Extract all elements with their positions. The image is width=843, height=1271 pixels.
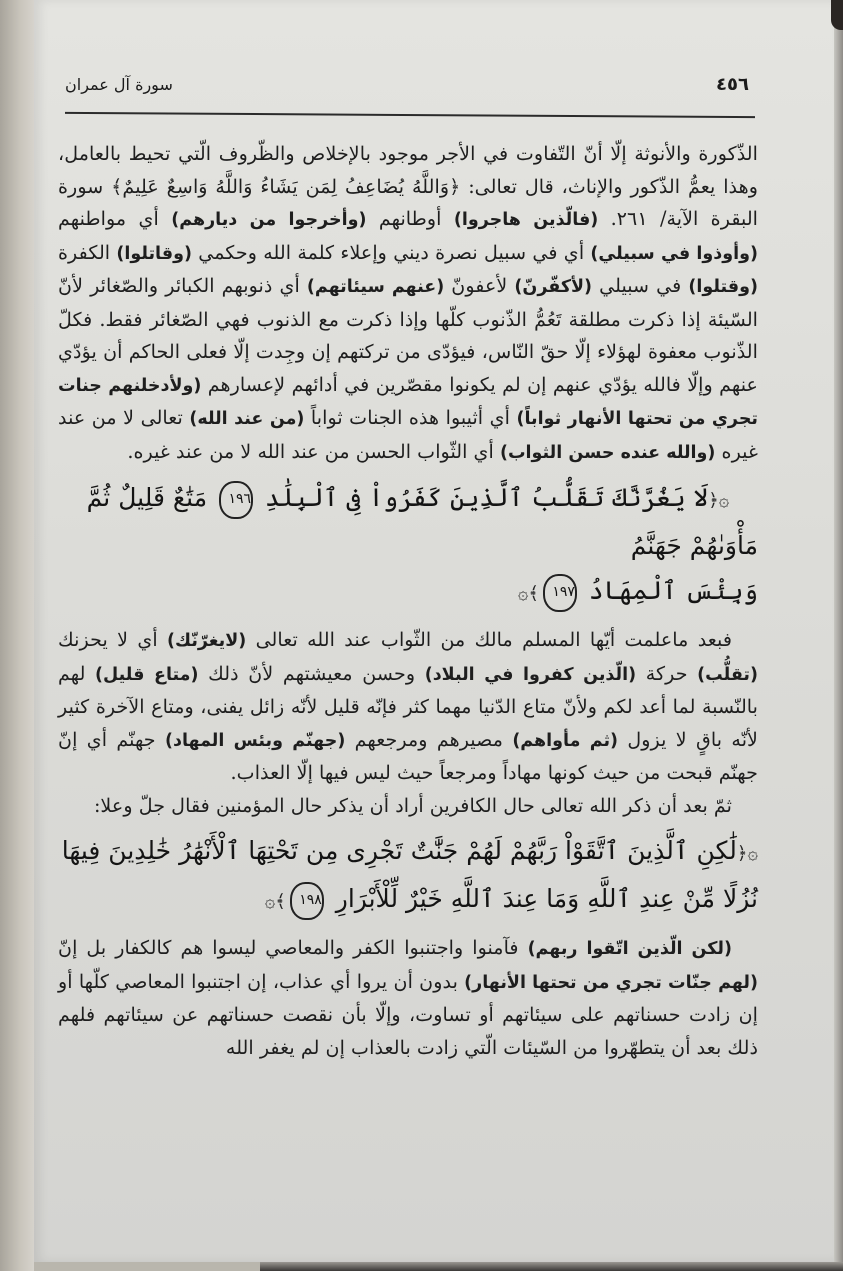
quran-verse-198 bbox=[58, 828, 758, 924]
verse-text: لَا يَغُرَّنَّكَ تَقَلُّبُ ٱلَّذِينَ كَفَرُواْ فِى ٱلْبِلَٰدِ bbox=[265, 483, 709, 512]
bottom-edge-shadow bbox=[260, 1262, 843, 1271]
ayah-number-marker: ١٩٧ bbox=[543, 574, 577, 612]
bold-quoted-phrase: (متاع قليل) bbox=[95, 664, 199, 685]
page-corner-shadow bbox=[831, 0, 843, 30]
verse-open-ornament-icon: ۞﴿ bbox=[736, 843, 758, 864]
verse-text: مَتَٰعٌ قَلِيلٌ ثُمَّ مَأْوَىٰهُمْ جَهَنَّمُ bbox=[86, 483, 758, 560]
ayah-number-marker: ١٩٦ bbox=[219, 481, 253, 519]
paragraph-4: (لكن الّذين اتّقوا ربهم) فآمنوا واجتنبوا الكفر والمعاصي ليسوا هم كالكفار بل إنّ (لهم جنّات تجري من تحتها الأنهار) بدون أن يروا أي عذاب، إن اجتنبوا المعاصي كلّها أو إن زادت حسناتهم على سيئاتهم أو تساوت، وإلّا بأن نقصت حسناتهم عن سيئاتهم فلهم ذلك بعد أن يتطهّروا من السّيئات الّتي زادت بالعذاب إن لم يغفر الله bbox=[58, 936, 758, 1059]
page-body bbox=[58, 138, 758, 1064]
verse-text: وَبِئْسَ ٱلْمِهَادُ bbox=[588, 576, 758, 605]
page-header bbox=[65, 72, 755, 102]
bold-quoted-phrase: (ولأدخلنهم جنات تجري من تحتها الأنهار ثواباً) bbox=[58, 375, 759, 429]
bold-quoted-phrase: (لهم جنّات تجري من تحتها الأنهار) bbox=[464, 972, 758, 993]
paragraph-1: الذّكورة والأنوثة إلّا أنّ التّفاوت في الأجر موجود بالإخلاص والظّروف الّتي تحيط بالعامل، وهذا يعمُّ الذّكور والإناث، قال تعالى: ﴿وَاللَّهُ يُضَاعِفُ لِمَن يَشَاءُ وَاللَّهُ وَاسِعٌ عَلِيمٌ﴾ سورة البقرة الآية/ ٢٦١. (فالّذين هاجروا) أوطانهم (وأخرجوا من ديارهم) أي مواطنهم (وأوذوا في سبيلي) أي في سبيل نصرة ديني وإعلاء كلمة الله وحكمي (وقاتلوا) الكفرة (وقتلوا) في سبيلي (لأكفّرنّ) لأعفونّ (عنهم سيئاتهم) أي ذنوبهم الكبائر والصّغائر لأنّ السّيئة إذا ذكرت مطلقة تَعُمُّ الذّنوب كلّها وإذا ذكرت مع الذنوب فهي الصّغائر فقط. فكلّ الذّنوب معفوة لهؤلاء إلّا حقّ النّاس، فيؤدّى من تركتهم إن وجِدت إلّا فعلى الحاكم أن يؤدّي عنهم وإلّا فالله يؤدّي عنهم إن لم يكونوا مقصّرين في أدائهم لإعسارهم (ولأدخلنهم جنات تجري من تحتها الأنهار ثواباً) أي أثيبوا هذه الجنات ثواباً (من عند الله) تعالى لا من عند غيره (والله عنده حسن الثواب) أي الثّواب الحسن من عند الله لا من عند غيره. bbox=[58, 142, 759, 463]
verse-close-ornament-icon: ﴾۞ bbox=[264, 891, 286, 912]
bold-quoted-phrase: (عنهم سيئاتهم) bbox=[306, 277, 445, 297]
bold-quoted-phrase: (وأوذوا في سبيلي) bbox=[590, 243, 758, 264]
verse-close-ornament-icon: ﴾۞ bbox=[517, 583, 539, 604]
ayah-number-marker: ١٩٨ bbox=[290, 882, 324, 920]
bold-quoted-phrase: (وأخرجوا من ديارهم) bbox=[171, 210, 367, 230]
bold-quoted-phrase: (تقلُّب) bbox=[697, 664, 758, 685]
bold-quoted-phrase: (فالّذين هاجروا) bbox=[453, 210, 599, 230]
bold-quoted-phrase: (لايغرّنّك) bbox=[167, 631, 247, 651]
verse-text: نُزُلًا مِّنْ عِندِ ٱللَّهِ وَمَا عِندَ ٱللَّهِ خَيْرٌ لِّلْأَبْرَارِ bbox=[335, 884, 758, 913]
bold-quoted-phrase: (وقتلوا) bbox=[688, 277, 758, 297]
bold-quoted-phrase: (وقاتلوا) bbox=[116, 243, 192, 264]
book-spine-shadow bbox=[0, 0, 34, 1271]
bold-quoted-phrase: (الّذين كفروا في البلاد) bbox=[424, 664, 637, 685]
paragraph-2: فبعد ماعلمت أيّها المسلم مالك من الثّواب عند الله تعالى (لايغرّنّك) أي لا يحزنك (تقلُّب) حركة (الّذين كفروا في البلاد) وحسن معيشتهم لأنّ ذلك (متاع قليل) لهم بالنّسبة لما أعد لكم ولأنّ متاع الدّنيا مهما كثر فإنّه قليل لأنّه زائل يفنى، ومتاع الآخرة كثير لأنّه باقٍ لا يزول (ثم مأواهم) مصيرهم ومرجعهم (جهنّم وبئس المهاد) جهنّم أي إنّ جهنّم قبحت من حيث كونها مهاداً ومرجعاً حيث ليس فيها إلّا العذاب. bbox=[58, 628, 758, 784]
bold-quoted-phrase: (لأكفّرنّ) bbox=[514, 277, 593, 297]
bold-quoted-phrase: (من عند الله) bbox=[189, 409, 305, 429]
page-number: ٤٥٦ bbox=[716, 74, 749, 95]
paragraph-3: ثمّ بعد أن ذكر الله تعالى حال الكافرين أراد أن يذكر حال المؤمنين فقال جلّ وعلا: bbox=[93, 793, 732, 817]
running-title: سورة آل عمران bbox=[65, 75, 173, 94]
quran-verse-196-197 bbox=[58, 475, 758, 616]
page-edge bbox=[834, 0, 843, 1271]
verse-text: لَٰكِنِ ٱلَّذِينَ ٱتَّقَوْاْ رَبَّهُمْ لَهُمْ جَنَّٰتٌ تَجْرِى مِن تَحْتِهَا ٱلْأَنْهَٰرُ خَٰلِدِينَ فِيهَا bbox=[61, 836, 737, 865]
bold-quoted-phrase: (لكن الّذين اتّقوا ربهم) bbox=[527, 939, 733, 959]
verse-open-ornament-icon: ۞﴿ bbox=[708, 490, 730, 511]
bold-quoted-phrase: (جهنّم وبئس المهاد) bbox=[164, 730, 346, 751]
bold-quoted-phrase: (ثم مأواهم) bbox=[512, 730, 619, 751]
bold-quoted-phrase: (والله عنده حسن الثواب) bbox=[499, 442, 716, 463]
